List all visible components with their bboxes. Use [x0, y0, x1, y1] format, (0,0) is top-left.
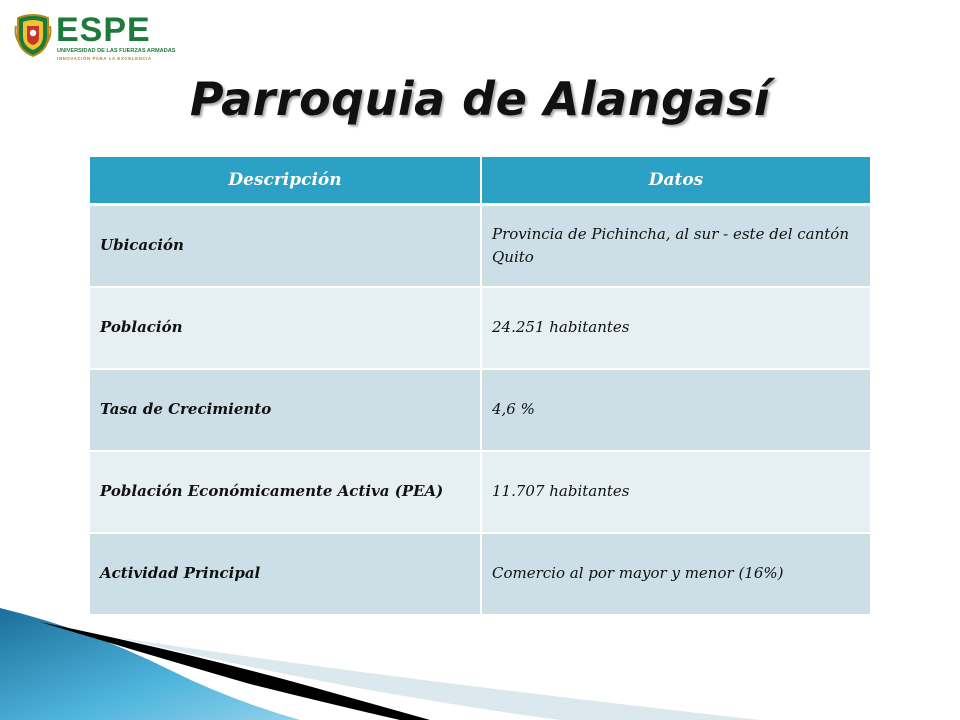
table-row	[90, 205, 870, 288]
data-table	[90, 157, 870, 616]
row-value: Comercio al por mayor y menor (16%)	[481, 533, 870, 615]
row-value: Provincia de Pichincha, al sur - este del cantón Quito	[481, 205, 870, 288]
page-title: Parroquia de Alangasí	[189, 72, 771, 126]
row-value: 11.707 habitantes	[481, 451, 870, 533]
decorative-swoosh	[0, 600, 960, 720]
logo-tagline: INNOVACIÓN PARA LA EXCELENCIA	[57, 56, 152, 61]
row-label: Población	[90, 287, 481, 369]
row-label: Población Económicamente Activa (PEA)	[90, 451, 481, 533]
row-label: Ubicación	[90, 205, 481, 288]
table-row	[90, 369, 870, 451]
table-row	[90, 287, 870, 369]
logo-brand-text: ESPE	[56, 11, 151, 49]
header-descripcion: Descripción	[90, 157, 481, 205]
row-value: 24.251 habitantes	[481, 287, 870, 369]
row-value: 4,6 %	[481, 369, 870, 451]
table-row	[90, 451, 870, 533]
university-shield-icon	[14, 12, 52, 58]
espe-logo	[14, 11, 176, 61]
row-label: Actividad Principal	[90, 533, 481, 615]
logo-subtitle: UNIVERSIDAD DE LAS FUERZAS ARMADAS	[57, 48, 176, 54]
header-datos: Datos	[481, 157, 870, 205]
row-label: Tasa de Crecimiento	[90, 369, 481, 451]
table-header-row	[90, 157, 870, 205]
